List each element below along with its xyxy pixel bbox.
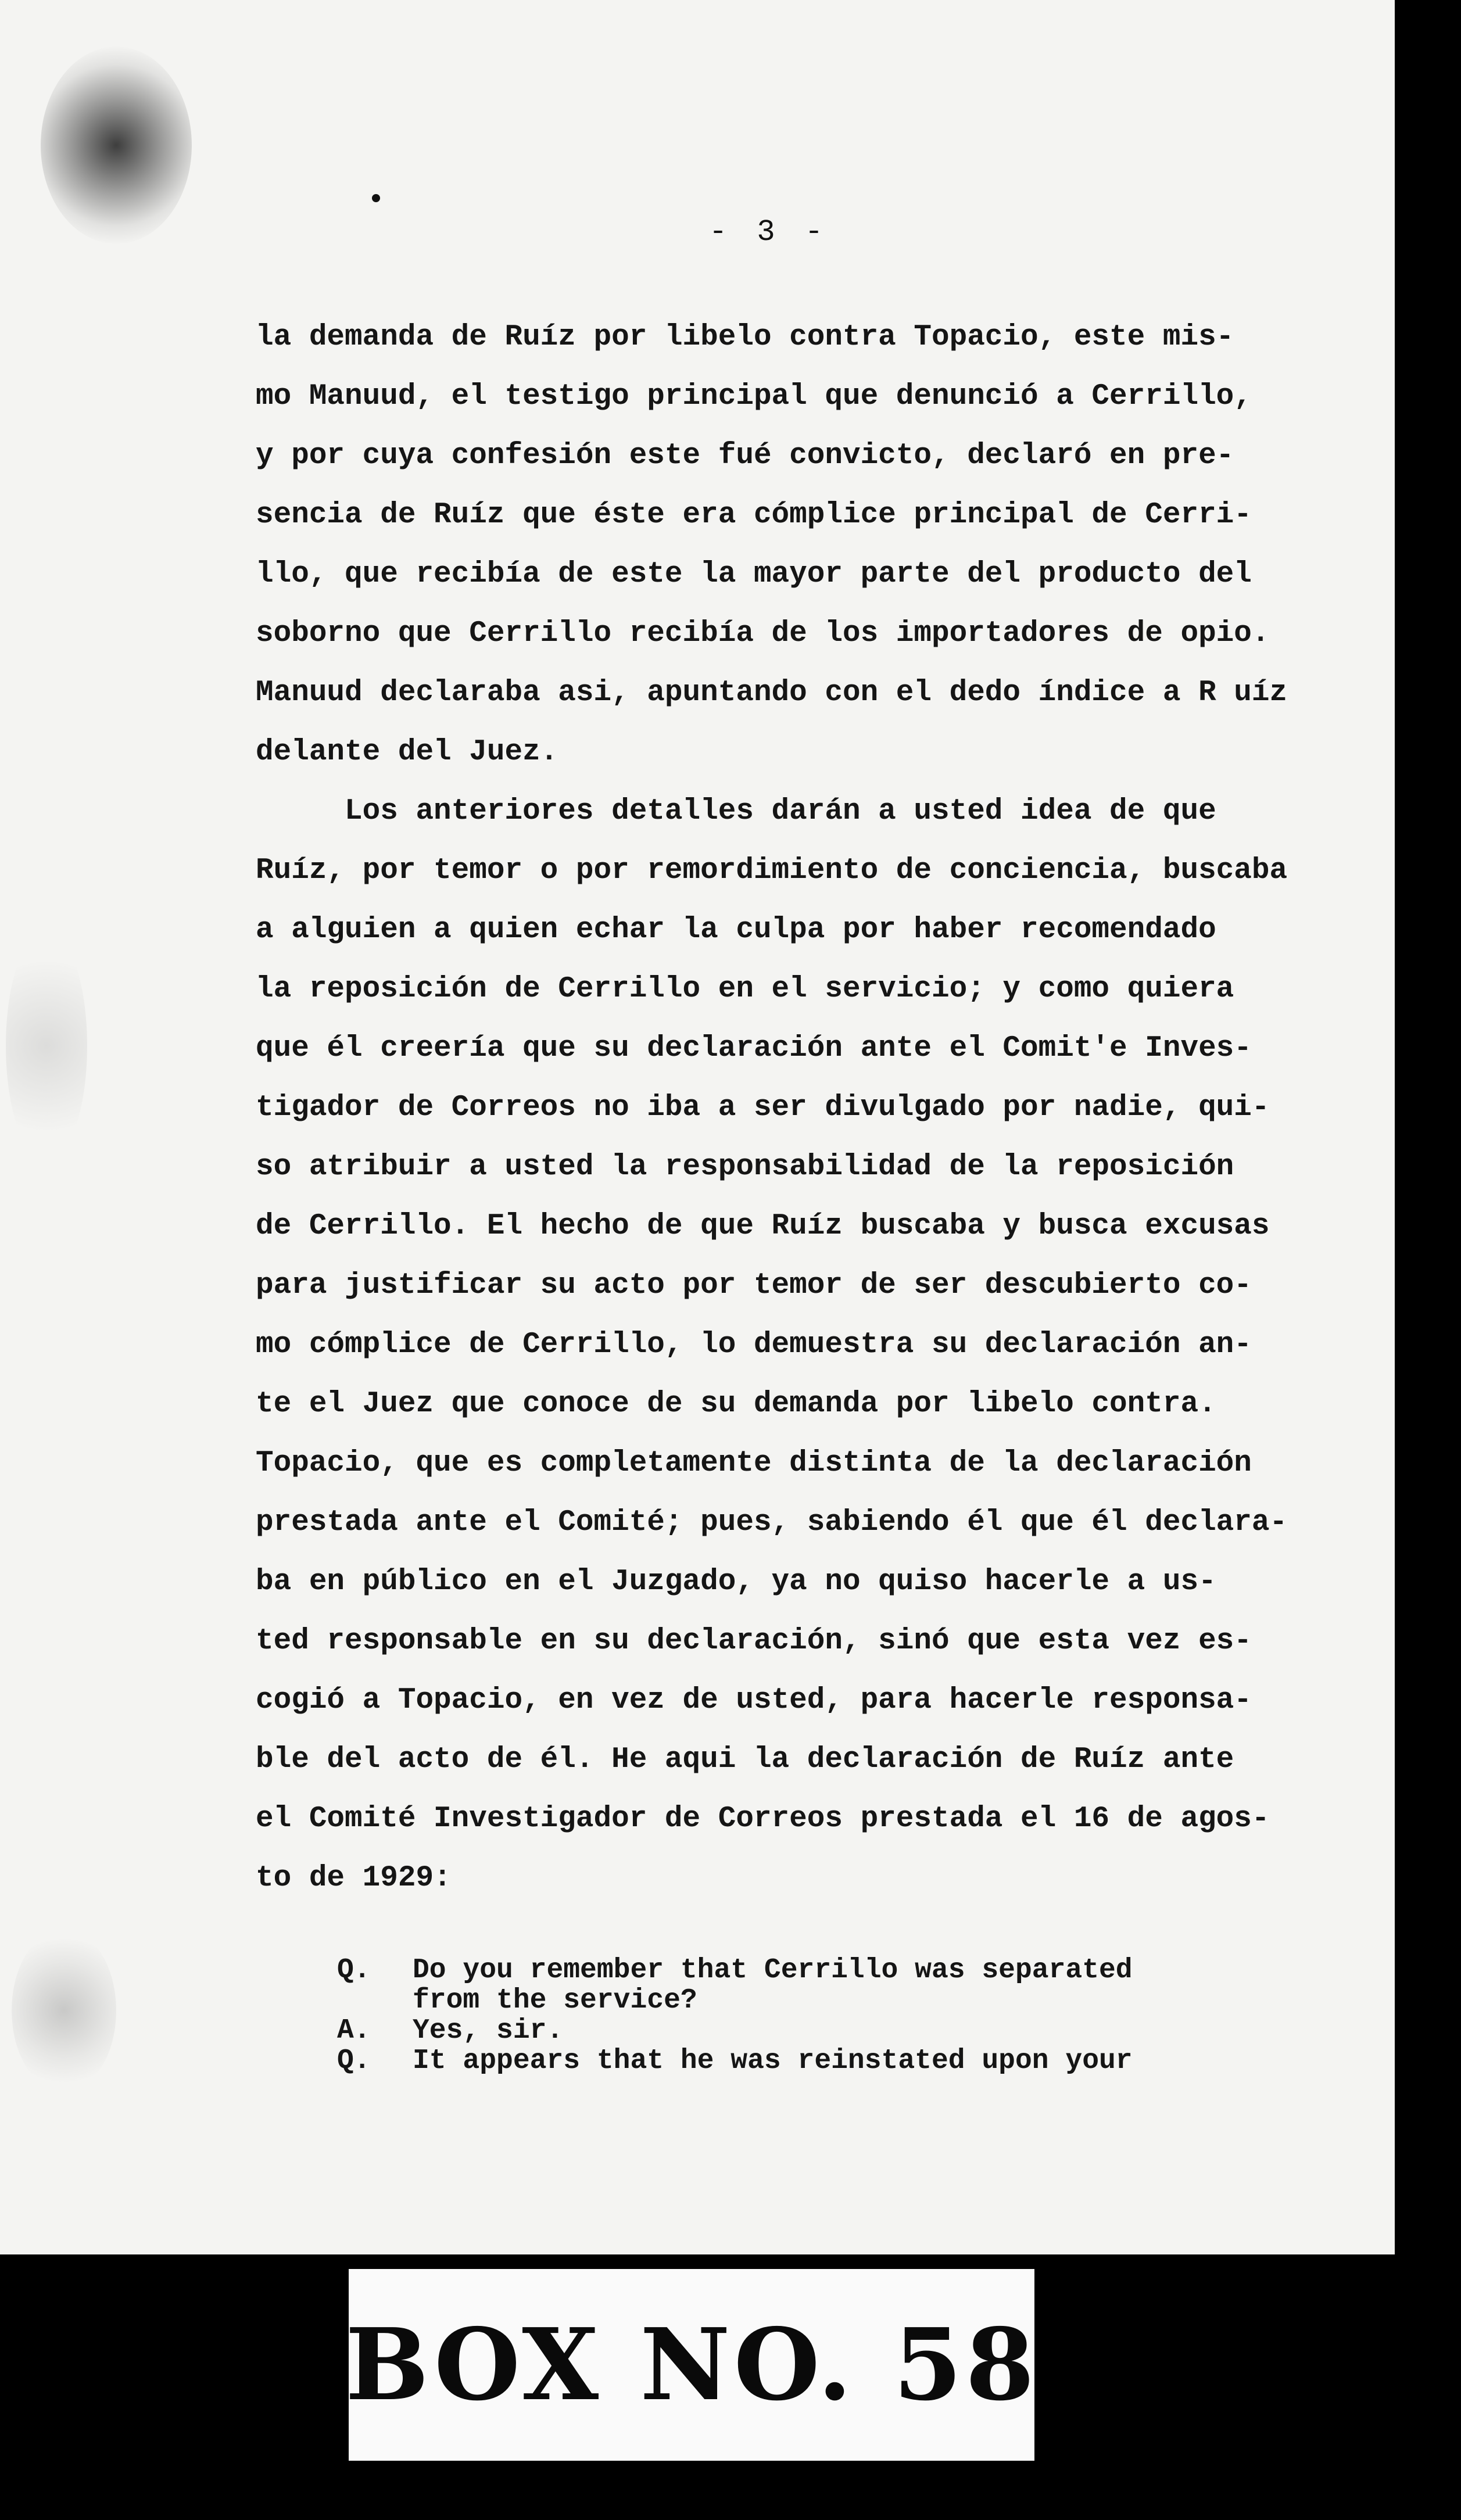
text-line: y por cuya confesión este fué convicto, declaró en pre- <box>256 439 1234 472</box>
text-line: que él creería que su declaración ante el Comit'e Inves- <box>256 1032 1252 1065</box>
text-line: ba en público en el Juzgado, ya no quiso hacerle a us- <box>256 1565 1216 1598</box>
text-line: soborno que Cerrillo recibía de los importadores de opio. <box>256 617 1270 650</box>
text-line: tigador de Correos no iba a ser divulgado por nadie, qui- <box>256 1091 1270 1124</box>
text-line: te el Juez que conoce de su demanda por libelo contra. <box>256 1388 1216 1421</box>
ink-smudge <box>12 1929 116 2092</box>
transcript-text: from the service? <box>413 1985 697 2016</box>
page-number: - 3 - <box>709 215 829 249</box>
text-line: ble del acto de él. He aqui la declaración de Ruíz ante <box>256 1743 1234 1776</box>
text-line: cogió a Topacio, en vez de usted, para hacerle responsa- <box>256 1684 1252 1717</box>
text-line: sencia de Ruíz que éste era cómplice principal de Cerri- <box>256 499 1252 532</box>
text-line: Los anteriores detalles darán a usted idea de que <box>256 795 1216 828</box>
text-line: la reposición de Cerrillo en el servicio; y como quiera <box>256 973 1234 1006</box>
text-line: mo Manuud, el testigo principal que denunció a Cerrillo, <box>256 380 1252 413</box>
ink-smudge <box>41 46 192 244</box>
transcript-text: Yes, sir. <box>413 2015 564 2046</box>
ink-dot <box>372 194 380 202</box>
text-line: to de 1929: <box>256 1862 452 1895</box>
transcript-row <box>337 2046 1279 2076</box>
transcript-speaker <box>337 1985 413 2016</box>
transcript-row <box>337 1955 1279 1985</box>
box-label: BOX NO. 58 <box>345 2307 1038 2423</box>
text-line: de Cerrillo. El hecho de que Ruíz buscaba y busca excusas <box>256 1210 1270 1243</box>
text-line: Manuud declaraba asi, apuntando con el dedo índice a R uíz <box>256 676 1288 709</box>
transcript-speaker: Q. <box>337 1955 371 1986</box>
text-line: el Comité Investigador de Correos prestada el 16 de agos- <box>256 1802 1270 1836</box>
text-line: mo cómplice de Cerrillo, lo demuestra su declaración an- <box>256 1328 1252 1361</box>
ink-smudge <box>6 930 87 1162</box>
box-label-card <box>345 2269 1038 2461</box>
text-line: para justificar su acto por temor de ser descubierto co- <box>256 1269 1252 1302</box>
transcript-text: It appears that he was reinstated upon your <box>413 2045 1133 2077</box>
text-line: Ruíz, por temor o por remordimiento de conciencia, buscaba <box>256 854 1288 887</box>
text-line: prestada ante el Comité; pues, sabiendo él que él declara- <box>256 1506 1288 1539</box>
transcript-speaker: Q. <box>337 2045 371 2077</box>
text-line: llo, que recibía de este la mayor parte del producto del <box>256 558 1252 591</box>
transcript-excerpt <box>337 1955 1279 2076</box>
transcript-speaker: A. <box>337 2015 371 2046</box>
text-line: a alguien a quien echar la culpa por haber recomendado <box>256 913 1216 947</box>
transcript-text: Do you remember that Cerrillo was separated <box>413 1955 1133 1986</box>
body-paragraphs <box>256 308 1288 1908</box>
transcript-row <box>337 1985 1279 2016</box>
transcript-row <box>337 2016 1279 2046</box>
text-line: ted responsable en su declaración, sinó que esta vez es- <box>256 1625 1252 1658</box>
text-line: Topacio, que es completamente distinta de la declaración <box>256 1447 1252 1480</box>
text-line: so atribuir a usted la responsabilidad de la reposición <box>256 1150 1234 1184</box>
text-line: delante del Juez. <box>256 736 558 769</box>
text-line: la demanda de Ruíz por libelo contra Topacio, este mis- <box>256 321 1234 354</box>
